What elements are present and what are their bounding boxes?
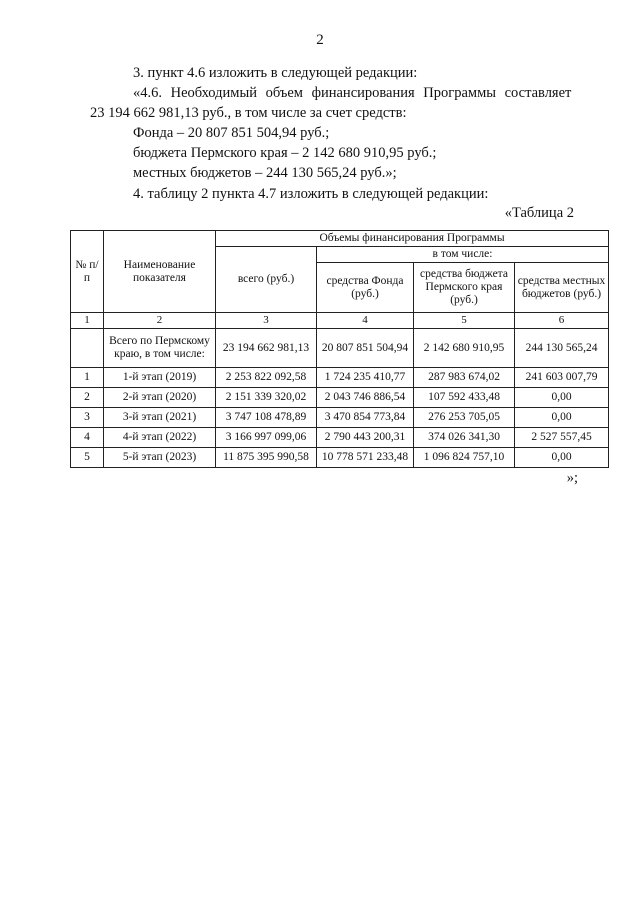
total-local-cell: 244 130 565,24	[515, 329, 609, 368]
paragraph-item-4: 4. таблицу 2 пункта 4.7 изложить в следующей редакции:	[133, 186, 489, 202]
row-total: 11 875 395 990,58	[216, 448, 317, 468]
paragraph-region-amount: бюджета Пермского края – 2 142 680 910,95 руб.;	[133, 145, 437, 161]
row-fund: 10 778 571 233,48	[317, 448, 414, 468]
financing-table	[70, 230, 609, 468]
column-number: 5	[414, 313, 515, 329]
row-num: 4	[71, 428, 104, 448]
column-number: 3	[216, 313, 317, 329]
row-name: 4-й этап (2022)	[104, 428, 216, 448]
row-num: 1	[71, 368, 104, 388]
row-local: 2 527 557,45	[515, 428, 609, 448]
row-total: 3 747 108 478,89	[216, 408, 317, 428]
paragraph-total-amount: 23 194 662 981,13 руб., в том числе за счет средств:	[90, 105, 407, 121]
column-number: 2	[104, 313, 216, 329]
header-total: всего (руб.)	[216, 247, 317, 313]
header-financing-group: Объемы финансирования Программы	[216, 231, 609, 247]
total-sum-cell: 23 194 662 981,13	[216, 329, 317, 368]
page-number: 2	[316, 32, 324, 48]
total-fund-cell: 20 807 851 504,94	[317, 329, 414, 368]
row-name: 2-й этап (2020)	[104, 388, 216, 408]
row-region: 276 253 705,05	[414, 408, 515, 428]
row-total: 2 253 822 092,58	[216, 368, 317, 388]
row-region: 1 096 824 757,10	[414, 448, 515, 468]
paragraph-4-6-intro: «4.6. Необходимый объем финансирования Программы составляет	[133, 85, 572, 101]
row-total: 2 151 339 320,02	[216, 388, 317, 408]
row-name: 5-й этап (2023)	[104, 448, 216, 468]
row-region: 287 983 674,02	[414, 368, 515, 388]
row-name: 1-й этап (2019)	[104, 368, 216, 388]
table-row	[71, 368, 609, 388]
table-row	[71, 448, 609, 468]
row-fund: 3 470 854 773,84	[317, 408, 414, 428]
row-local: 0,00	[515, 448, 609, 468]
total-row	[71, 329, 609, 368]
table-row	[71, 408, 609, 428]
row-fund: 1 724 235 410,77	[317, 368, 414, 388]
header-fund: средства Фонда (руб.)	[317, 263, 414, 313]
row-total: 3 166 997 099,06	[216, 428, 317, 448]
total-name-cell: Всего по Пермскому краю, в том числе:	[104, 329, 216, 368]
paragraph-fund-amount: Фонда – 20 807 851 504,94 руб.;	[133, 125, 330, 141]
row-local: 0,00	[515, 408, 609, 428]
total-region-cell: 2 142 680 910,95	[414, 329, 515, 368]
table-row	[71, 428, 609, 448]
row-region: 107 592 433,48	[414, 388, 515, 408]
row-region: 374 026 341,30	[414, 428, 515, 448]
column-number: 1	[71, 313, 104, 329]
column-number: 4	[317, 313, 414, 329]
row-local: 0,00	[515, 388, 609, 408]
table-caption: «Таблица 2	[504, 205, 574, 221]
closing-quote: »;	[566, 470, 578, 486]
row-num: 3	[71, 408, 104, 428]
row-fund: 2 790 443 200,31	[317, 428, 414, 448]
paragraph-item-3: 3. пункт 4.6 изложить в следующей редакции:	[133, 65, 418, 81]
header-name: Наименование показателя	[104, 231, 216, 313]
row-num: 2	[71, 388, 104, 408]
column-number: 6	[515, 313, 609, 329]
paragraph-local-amount: местных бюджетов – 244 130 565,24 руб.»;	[133, 165, 397, 181]
column-number-row	[71, 313, 609, 329]
header-num: № п/п	[71, 231, 104, 313]
header-region: средства бюджета Пермского края (руб.)	[414, 263, 515, 313]
header-local: средства местных бюджетов (руб.)	[515, 263, 609, 313]
total-num-cell	[71, 329, 104, 368]
row-num: 5	[71, 448, 104, 468]
row-fund: 2 043 746 886,54	[317, 388, 414, 408]
header-including: в том числе:	[317, 247, 609, 263]
row-name: 3-й этап (2021)	[104, 408, 216, 428]
row-local: 241 603 007,79	[515, 368, 609, 388]
table-row	[71, 388, 609, 408]
